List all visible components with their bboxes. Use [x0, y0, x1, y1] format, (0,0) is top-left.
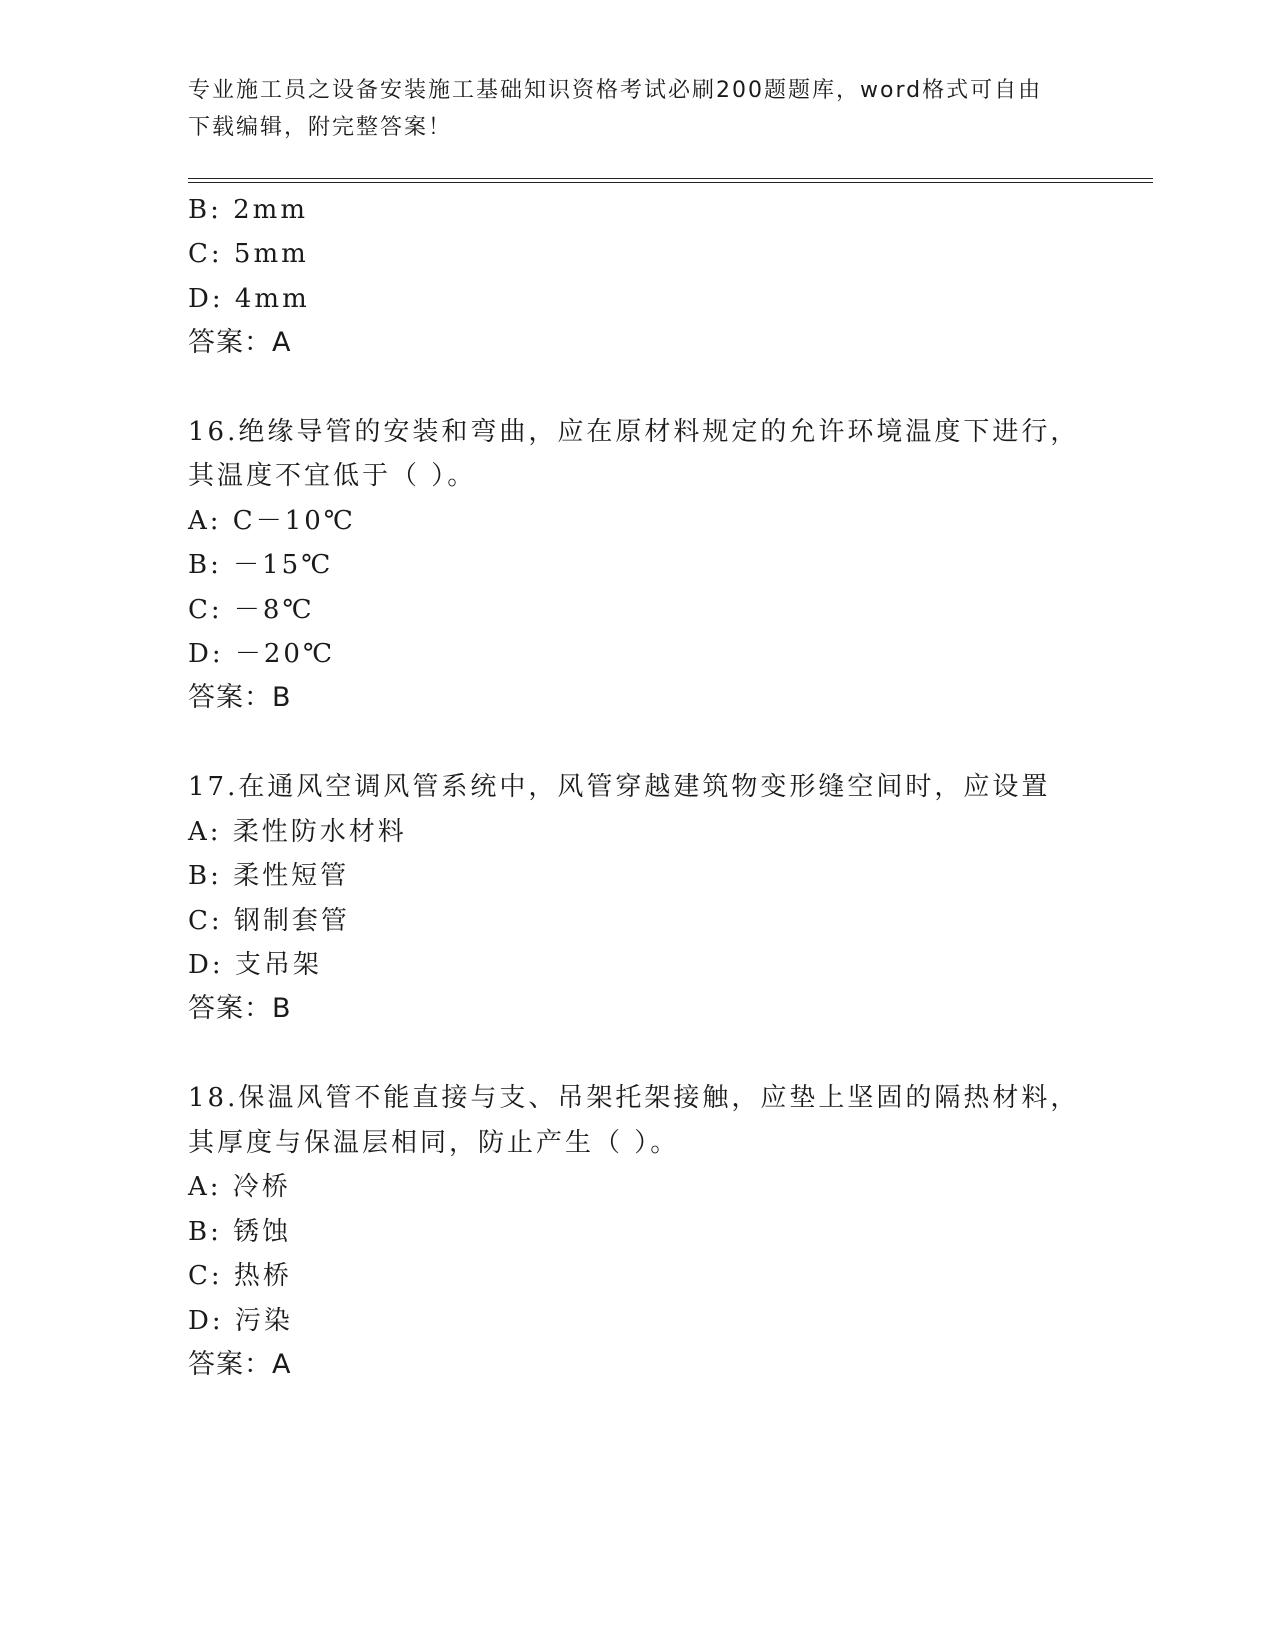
- q18-stem-line-1: 18.保温风管不能直接与支、吊架托架接触，应垫上坚固的隔热材料，: [188, 1083, 1080, 1113]
- q15-option-b: B: 2mm: [188, 195, 308, 225]
- q18-option-c: C: 热桥: [188, 1261, 292, 1291]
- q17-answer: 答案：B: [188, 993, 292, 1024]
- q18-answer: 答案：A: [188, 1349, 292, 1380]
- q18-option-a: A: 冷桥: [188, 1172, 291, 1202]
- document-header: [188, 72, 1088, 146]
- q18-option-d: D: 污染: [188, 1306, 293, 1336]
- q16-stem-line-1: 16.绝缘导管的安装和弯曲，应在原材料规定的允许环境温度下进行，: [188, 417, 1080, 447]
- header-divider-bottom: [188, 182, 1153, 183]
- q17-stem-line-1: 17.在通风空调风管系统中，风管穿越建筑物变形缝空间时，应设置: [188, 772, 1051, 802]
- q17-option-b: B: 柔性短管: [188, 861, 350, 891]
- header-divider-top: [188, 178, 1153, 179]
- q15-option-d: D: 4mm: [188, 284, 310, 314]
- q16-option-c: C: －8℃: [188, 595, 315, 625]
- q16-answer: 答案：B: [188, 682, 292, 713]
- q16-stem-line-2: 其温度不宜低于（ ）。: [188, 461, 477, 491]
- q15-option-c: C: 5mm: [188, 239, 309, 269]
- q17-option-a: A: 柔性防水材料: [188, 817, 407, 847]
- q15-answer: 答案：A: [188, 327, 292, 358]
- header-line-2: 下载编辑，附完整答案！: [188, 115, 453, 140]
- q18-stem-line-2: 其厚度与保温层相同，防止产生（ ）。: [188, 1128, 680, 1158]
- q17-option-d: D: 支吊架: [188, 950, 322, 980]
- q16-option-a: A: C－10℃: [188, 506, 356, 536]
- q16-option-d: D: －20℃: [188, 639, 336, 669]
- header-line-1: 专业施工员之设备安装施工基础知识资格考试必刷200题题库，word格式可自由: [188, 78, 1043, 103]
- q18-option-b: B: 锈蚀: [188, 1217, 292, 1247]
- q16-option-b: B: －15℃: [188, 550, 334, 580]
- q17-option-c: C: 钢制套管: [188, 906, 350, 936]
